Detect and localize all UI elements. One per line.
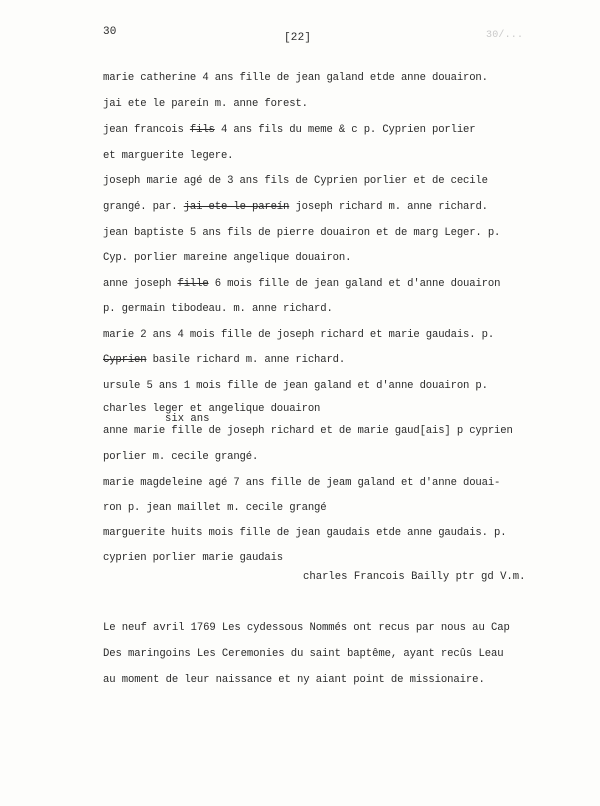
entry-line — [103, 425, 513, 437]
entry-line — [103, 98, 308, 110]
entry-text: marie magdeleine agé 7 ans fille de jeam galand et d'anne douai- — [103, 477, 501, 489]
entry-text: et marguerite legere. — [103, 150, 234, 162]
entry-text: ursule 5 ans 1 mois fille de jean galand et d'anne douairon p. — [103, 380, 488, 392]
page-number: 30 — [103, 26, 117, 38]
paragraph-line: Des maringoins Les Ceremonies du saint baptême, ayant recûs Leau — [103, 648, 504, 660]
entry-line — [103, 354, 345, 366]
entry-line — [103, 124, 475, 136]
entry-line — [103, 303, 333, 315]
entry-text: p. germain tibodeau. m. anne richard. — [103, 303, 333, 315]
interlinear-note: six ans — [165, 413, 210, 425]
entry-line — [103, 150, 233, 162]
struck-text: jai ete le pareín — [183, 201, 290, 213]
entry-text-continued: 4 ans fils du meme & c p. Cyprien porlier — [214, 124, 476, 136]
entry-text: Cyp. porlier mareine angelique douairon. — [103, 252, 352, 264]
entry-text: joseph marie agé de 3 ans fils de Cyprien porlier et de cecile — [103, 175, 488, 187]
paragraph-line: Le neuf avril 1769 Les cydessous Nommés ont recus par nous au Cap — [103, 622, 510, 634]
entry-line — [103, 72, 488, 84]
faint-page-number: 30/... — [486, 30, 524, 41]
entry-text: anne marie fille de joseph richard et de marie gaud[ais] p cyprien — [103, 425, 513, 437]
paragraph-line: au moment de leur naissance et ny aiant point de missionaire. — [103, 674, 485, 686]
entry-line — [103, 477, 500, 489]
entry-line — [103, 201, 488, 213]
entry-line — [103, 329, 494, 341]
entry-line — [103, 252, 351, 264]
entry-text: jean francois — [103, 124, 190, 136]
entry-text: jean baptiste 5 ans fils de pierre douairon et de marg Leger. p. — [103, 227, 501, 239]
entry-text: cyprien porlier marie gaudais — [103, 552, 284, 564]
entry-text: charles leger et angelique douairon — [103, 403, 321, 415]
entry-text: grangé. par. — [103, 201, 184, 213]
entry-line — [103, 278, 500, 290]
entry-line — [103, 175, 488, 187]
entry-text: marie 2 ans 4 mois fille de joseph richard et marie gaudais. p. — [103, 329, 495, 341]
bracket-page-number: [22] — [284, 32, 312, 44]
entry-text: marguerite huits mois fille de jean gaudais etde anne gaudais. p. — [103, 527, 507, 539]
struck-text: fils — [189, 124, 215, 136]
entry-text: jai ete le pareín m. anne forest. — [103, 98, 308, 110]
entry-text: ron p. jean maillet m. cecile grangé — [103, 502, 327, 514]
entry-line — [103, 403, 320, 415]
entry-text-continued: 6 mois fille de jean galand et d'anne douairon — [208, 278, 501, 290]
struck-text: fille — [177, 278, 209, 290]
struck-text: Cyprien — [103, 354, 147, 366]
entry-line — [103, 227, 500, 239]
priest-signature: charles Francois Bailly ptr gd V.m. — [303, 571, 526, 583]
entry-line — [103, 451, 258, 463]
entry-line — [103, 380, 488, 392]
entry-line — [103, 502, 326, 514]
entry-line — [103, 527, 506, 539]
entry-line — [103, 552, 283, 564]
entry-text: marie catherine 4 ans fille de jean galand etde anne douairon. — [103, 72, 488, 84]
entry-text: porlier m. cecile grangé. — [103, 451, 259, 463]
entry-text-continued: joseph richard m. anne richard. — [289, 201, 488, 213]
entry-text-continued: basile richard m. anne richard. — [146, 354, 346, 366]
entry-text: anne joseph — [103, 278, 178, 290]
